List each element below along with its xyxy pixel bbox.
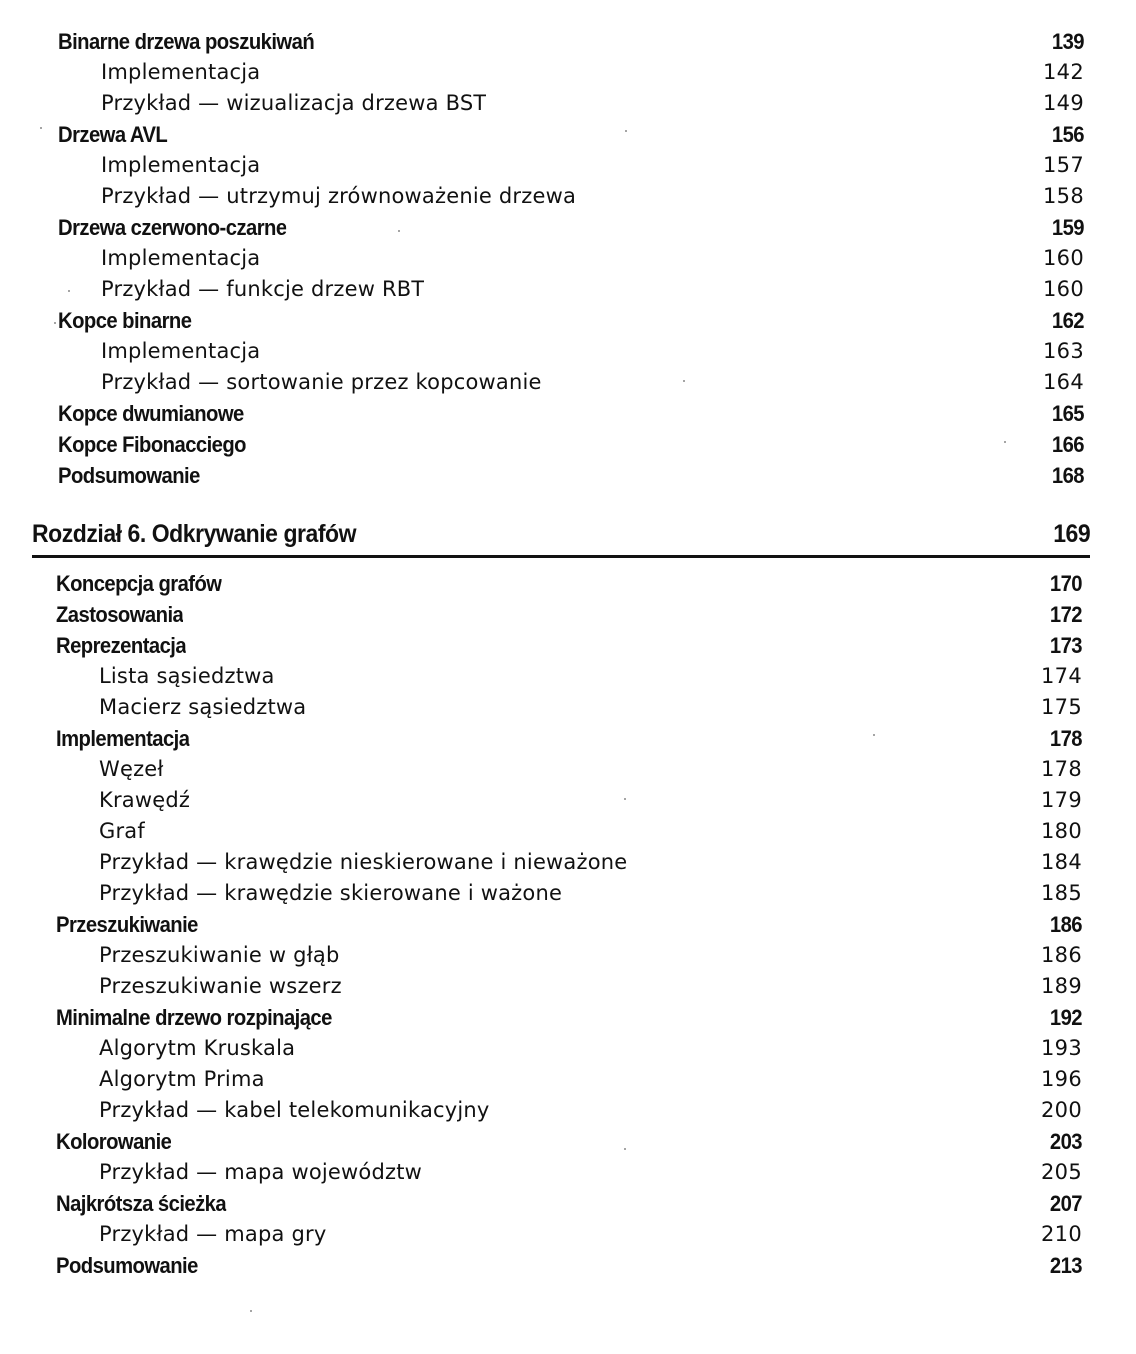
toc-section-entry [56, 568, 1082, 599]
toc-subsection-entry [58, 243, 1084, 274]
toc-entry-page-number: 164 [1043, 370, 1084, 394]
toc-entry-title: Przykład — wizualizacja drzewa BST [101, 91, 487, 115]
toc-subsection-entry [56, 971, 1082, 1002]
scan-speck [624, 798, 626, 800]
toc-entry-page-number: 165 [1051, 401, 1084, 426]
toc-subsection-entry [56, 1095, 1082, 1126]
toc-entry-page-number: 163 [1043, 339, 1084, 363]
toc-entry-page-number: 173 [1049, 633, 1082, 658]
chapter-page-number: 169 [1052, 520, 1090, 548]
toc-subsection-entry [56, 754, 1082, 785]
toc-entry-title: Drzewa czerwono-czarne [58, 215, 287, 240]
toc-entry-title: Kopce dwumianowe [58, 401, 244, 426]
toc-entry-title: Macierz sąsiedztwa [99, 695, 307, 719]
toc-section-entry [56, 1250, 1082, 1281]
toc-subsection-entry [56, 1033, 1082, 1064]
toc-entry-page-number: 158 [1043, 184, 1084, 208]
toc-entry-page-number: 159 [1051, 215, 1084, 240]
toc-entry-title: Podsumowanie [58, 463, 200, 488]
toc-subsection-entry [56, 878, 1082, 909]
toc-section-entry [56, 630, 1082, 661]
toc-entry-title: Implementacja [101, 60, 261, 84]
toc-entry-title: Reprezentacja [56, 633, 187, 658]
toc-entry-title: Przykład — sortowanie przez kopcowanie [101, 370, 542, 394]
toc-entry-title: Zastosowania [56, 602, 184, 627]
toc-entry-title: Przykład — mapa województw [99, 1160, 423, 1184]
scan-speck [54, 322, 56, 324]
toc-subsection-entry [56, 1064, 1082, 1095]
toc-subsection-entry [56, 1157, 1082, 1188]
toc-section-entry [56, 1002, 1082, 1033]
toc-entry-title: Przykład — krawędzie nieskierowane i nieważone [99, 850, 628, 874]
toc-section-entry [58, 26, 1084, 57]
toc-entry-title: Przeszukiwanie w głąb [99, 943, 340, 967]
toc-entry-title: Krawędź [99, 788, 191, 812]
scan-speck [625, 130, 627, 132]
toc-entry-title: Drzewa AVL [58, 122, 168, 147]
toc-entry-title: Kopce binarne [58, 308, 192, 333]
toc-list-previous-chapter [58, 26, 1084, 491]
toc-entry-title: Podsumowanie [56, 1253, 198, 1278]
toc-entry-title: Algorytm Kruskala [99, 1036, 296, 1060]
toc-entry-page-number: 156 [1051, 122, 1084, 147]
toc-subsection-entry [58, 150, 1084, 181]
toc-subsection-entry [58, 367, 1084, 398]
toc-entry-title: Lista sąsiedztwa [99, 664, 275, 688]
toc-entry-page-number: 168 [1051, 463, 1084, 488]
toc-subsection-entry [56, 816, 1082, 847]
toc-entry-title: Przykład — utrzymuj zrównoważenie drzewa [101, 184, 577, 208]
toc-entry-page-number: 179 [1041, 788, 1082, 812]
toc-entry-page-number: 192 [1049, 1005, 1082, 1030]
toc-entry-page-number: 205 [1041, 1160, 1082, 1184]
toc-entry-page-number: 189 [1041, 974, 1082, 998]
scan-speck [873, 734, 875, 736]
toc-subsection-entry [56, 940, 1082, 971]
toc-section-entry [58, 429, 1084, 460]
toc-entry-title: Graf [99, 819, 145, 843]
toc-entry-title: Przeszukiwanie wszerz [99, 974, 342, 998]
toc-entry-page-number: 196 [1041, 1067, 1082, 1091]
toc-subsection-entry [56, 847, 1082, 878]
toc-entry-page-number: 149 [1043, 91, 1084, 115]
toc-entry-title: Implementacja [101, 339, 261, 363]
toc-subsection-entry [56, 785, 1082, 816]
scan-speck [398, 230, 400, 232]
toc-entry-page-number: 193 [1041, 1036, 1082, 1060]
toc-entry-title: Przykład — mapa gry [99, 1222, 327, 1246]
scan-speck [250, 1310, 252, 1312]
toc-section-entry [56, 1126, 1082, 1157]
chapter-heading [32, 516, 1090, 558]
toc-entry-page-number: 184 [1041, 850, 1082, 874]
scan-speck [68, 290, 70, 292]
toc-entry-title: Przykład — funkcje drzew RBT [101, 277, 425, 301]
toc-section-entry [58, 398, 1084, 429]
toc-entry-page-number: 186 [1041, 943, 1082, 967]
toc-section-entry [58, 305, 1084, 336]
toc-entry-page-number: 178 [1041, 757, 1082, 781]
toc-entry-page-number: 207 [1049, 1191, 1082, 1216]
toc-entry-page-number: 186 [1049, 912, 1082, 937]
scan-speck [624, 1148, 626, 1150]
toc-entry-page-number: 170 [1049, 571, 1082, 596]
toc-entry-title: Implementacja [101, 153, 261, 177]
toc-subsection-entry [56, 692, 1082, 723]
toc-subsection-entry [56, 1219, 1082, 1250]
toc-entry-title: Przykład — kabel telekomunikacyjny [99, 1098, 490, 1122]
toc-entry-page-number: 172 [1049, 602, 1082, 627]
toc-entry-page-number: 200 [1041, 1098, 1082, 1122]
scan-speck [40, 127, 42, 129]
toc-entry-page-number: 178 [1049, 726, 1082, 751]
chapter-title: Rozdział 6. Odkrywanie grafów [32, 520, 357, 548]
toc-entry-page-number: 160 [1043, 246, 1084, 270]
toc-section-entry [56, 909, 1082, 940]
toc-section-entry [58, 212, 1084, 243]
scan-speck [683, 380, 685, 382]
toc-entry-page-number: 174 [1041, 664, 1082, 688]
toc-entry-title: Implementacja [56, 726, 190, 751]
toc-subsection-entry [58, 336, 1084, 367]
toc-entry-title: Najkrótsza ścieżka [56, 1191, 227, 1216]
toc-subsection-entry [56, 661, 1082, 692]
toc-subsection-entry [58, 181, 1084, 212]
toc-entry-title: Kolorowanie [56, 1129, 172, 1154]
toc-entry-title: Przeszukiwanie [56, 912, 198, 937]
toc-entry-page-number: 185 [1041, 881, 1082, 905]
toc-section-entry [56, 723, 1082, 754]
toc-entry-page-number: 157 [1043, 153, 1084, 177]
toc-section-entry [58, 460, 1084, 491]
toc-entry-title: Binarne drzewa poszukiwań [58, 29, 315, 54]
toc-entry-title: Przykład — krawędzie skierowane i ważone [99, 881, 563, 905]
toc-entry-page-number: 160 [1043, 277, 1084, 301]
toc-entry-title: Implementacja [101, 246, 261, 270]
toc-subsection-entry [58, 274, 1084, 305]
toc-entry-page-number: 213 [1049, 1253, 1082, 1278]
toc-entry-page-number: 139 [1051, 29, 1084, 54]
toc-section-entry [56, 1188, 1082, 1219]
toc-entry-page-number: 142 [1043, 60, 1084, 84]
toc-entry-title: Kopce Fibonacciego [58, 432, 247, 457]
toc-entry-page-number: 203 [1049, 1129, 1082, 1154]
toc-section-entry [56, 599, 1082, 630]
toc-entry-page-number: 166 [1051, 432, 1084, 457]
toc-entry-title: Algorytm Prima [99, 1067, 265, 1091]
toc-entry-page-number: 162 [1051, 308, 1084, 333]
toc-list-chapter-6 [56, 568, 1082, 1281]
toc-subsection-entry [58, 88, 1084, 119]
toc-subsection-entry [58, 57, 1084, 88]
toc-entry-page-number: 175 [1041, 695, 1082, 719]
toc-entry-title: Minimalne drzewo rozpinające [56, 1005, 332, 1030]
toc-section-entry [58, 119, 1084, 150]
toc-entry-page-number: 180 [1041, 819, 1082, 843]
toc-entry-title: Węzeł [99, 757, 164, 781]
toc-entry-title: Koncepcja grafów [56, 571, 222, 596]
scan-speck [1004, 441, 1006, 443]
toc-entry-page-number: 210 [1041, 1222, 1082, 1246]
